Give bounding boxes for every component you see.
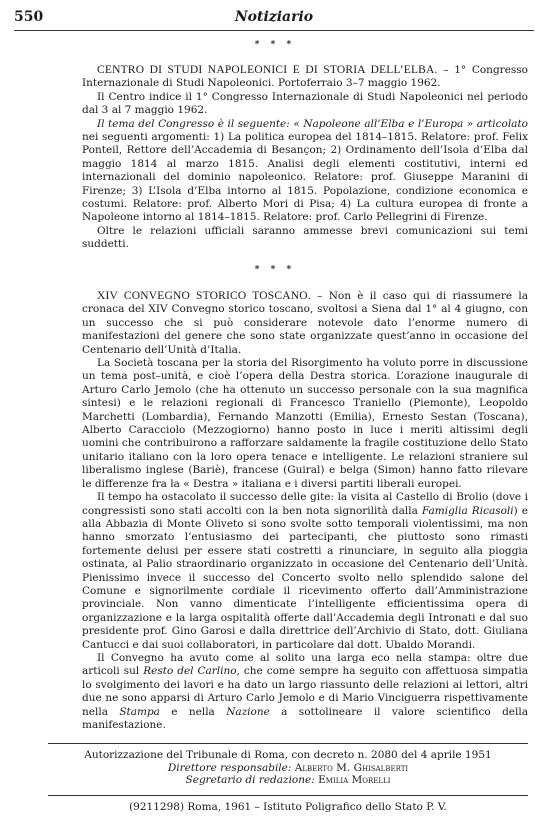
section2-p4-part-c: e nella (159, 705, 227, 718)
secretary-line (48, 774, 528, 787)
section-separator: * * * (254, 265, 296, 275)
section2-p4-part-b: , che come sempre ha seguito con affettuosa simpatia lo svolgimento dei lavori e ha dato un largo riassunto delle relazioni ai lettori, altri due ne sono apparsi di Arturo Carlo Jemolo e di Mario Vinciguerra rispettivamente nella (82, 665, 528, 718)
section2-p4-part-a: Il Convegno ha avuto come al solito una larga eco nella stampa: oltre due articoli sul (82, 651, 528, 678)
section1-p3-rest: nei seguenti argomenti: 1) La politica europea del 1814–1815. Relatore: prof. Felix Ponteil, Rettore dell’Accademia di Besançon; 2) Ordinamento dell’Isola d’Elba dal maggio 1814 al marzo 1815. Analisi degli elementi costitutivi, interni ed internazionali del dominio napoleonico. Relatore: prof. Giuseppe Maranini di Firenze; 3) L’Isola d’Elba intorno al 1815. Popolazione, condizione economica e costumi. Relatore: prof. Alberto Mori di Pisa; 4) La cultura europea di fronte a Napoleone intorno al 1814–1815. Relatore: prof. Carlo Pellegrini di Firenze. (82, 131, 528, 224)
page-number: 550 (14, 9, 44, 25)
director-name: Alberto M. Ghisalberti (294, 761, 409, 774)
section-convegno-storico-toscano (82, 290, 528, 732)
section2-paragraph-3 (82, 491, 528, 652)
section1-p3-lead: Il tema del Congresso è il seguente: « Napoleone all’Elba e l’Europa » articolato (97, 117, 528, 130)
section1-paragraph-4: Oltre le relazioni ufficiali saranno ammesse brevi comunicazioni sui temi suddetti. (82, 224, 528, 251)
imprint-block (48, 749, 528, 787)
header-rule (14, 30, 534, 31)
running-header (14, 9, 534, 29)
footer-rule-top (48, 743, 528, 744)
secretary-name: Emilia Morelli (318, 774, 391, 786)
section2-heading-paragraph (82, 290, 528, 357)
section2-title: XIV CONVEGNO STORICO TOSCANO. (97, 290, 311, 302)
secretary-label: Segretario di redazione: (185, 774, 315, 786)
director-label: Direttore responsabile: (167, 761, 292, 774)
section1-paragraph-2: Il Centro indice il 1° Congresso Internazionale di Studi Napoleonici nel periodo dal 3 al 7 maggio 1962. (82, 90, 528, 117)
section1-intro: – 1° Congresso Internazionale di Studi Napoleonici. Portoferraio 3–7 maggio 1962. (82, 64, 528, 90)
newspaper-nazione: Nazione (226, 705, 270, 718)
newspaper-resto-del-carlino: Resto del Carlino (143, 665, 237, 678)
running-title: Notiziario (234, 9, 314, 25)
section2-p3-emphasis: Famiglia Ricasoli (421, 504, 514, 517)
section-centro-studi-napoleonici (82, 64, 528, 252)
footer-rule-bottom (48, 795, 528, 796)
court-authorization: Autorizzazione del Tribunale di Roma, con decreto n. 2080 del 4 aprile 1951 (84, 749, 492, 761)
section1-title: CENTRO DI STUDI NAPOLEONICI E DI STORIA DELL’ELBA. (97, 64, 438, 76)
section2-p1-rest: – Non è il caso qui di riassumere la cronaca del XIV Convegno storico toscano, svoltosi a Siena dal 1° al 4 giugno, con un successo che si può considerare notevole dato l’enorme numero di manifestazioni del genere che sono state organizzate quest’anno in occasione del Centenario dell’Unità d’Italia. (82, 290, 528, 356)
section1-paragraph-3 (82, 118, 528, 225)
newspaper-stampa: Stampa (119, 705, 160, 718)
section2-p3-part-b: ) e alla Abbazia di Monte Oliveto si sono svolte sotto temporali violentissimi, ma non hanno smorzato l’entusiasmo dei partecipanti, che piuttosto sono rimasti fortemente delusi per essere stati costretti a rinunciare, in seguito alla pioggia ostinata, al Palio straordinario organizzato in occasione del Centenario dell’Unità. Pienissimo invece il successo del Concerto svolto nello splendido salone del Comune e signorilmente cordiale il ricevimento offerto dall’Amministrazione provinciale. Non vanno dimenticate l’intelligente efficientissima opera di organizzazione e la larga ospitalità offerte dall’Accademia degli Intronati e dal suo presidente prof. Gino Garosi e dalla direttrice dell’Archivio di Stato, dott. Giuliana Cantucci e dai suoi collaboratori, in particolare dal dott. Ubaldo Morandi. (82, 504, 529, 651)
section2-p4-part-d: a sottolineare il valore scientifico della manifestazione. (82, 705, 529, 731)
section-separator: * * * (254, 40, 296, 50)
director-line (48, 762, 528, 775)
printer-line: (9211298) Roma, 1961 – Istituto Poligrafico dello Stato P. V. (129, 801, 447, 813)
section2-p3-part-a: Il tempo ha ostacolato il successo delle gite: la visita al Castello di Brolio (dove i congressisti sono stati accolti con la ben nota signorilità dalla (82, 491, 528, 517)
section1-heading-paragraph (82, 64, 528, 91)
section2-paragraph-2: La Società toscana per la storia del Risorgimento ha voluto porre in discussione un tema post–unità, e cioè l’opera della Destra storica. L’orazione inaugurale di Arturo Carlo Jemolo (che ha ottenuto un successo personale con la sua magnifica sintesi) e le relazioni regionali di Francesco Traniello (Piemonte), Leopoldo Marchetti (Lombardia), Fernando Manzotti (Emilia), Ernesto Sestan (Toscana), Alberto Caracciolo (Mezzogiorno) hanno posto in luce i meriti altissimi degli uomini che contribuirono a rafforzare saldamente la fragile costituzione dello Stato unitario italiano con la loro opera tenace e intelligente. Le relazioni straniere sul liberalismo inglese (Bariè), francese (Guiral) e belga (Simon) hanno fatto rilevare le differenze fra la « Destra » italiana e i diversi partiti liberali europei. (82, 357, 528, 490)
section2-paragraph-4 (82, 652, 528, 732)
